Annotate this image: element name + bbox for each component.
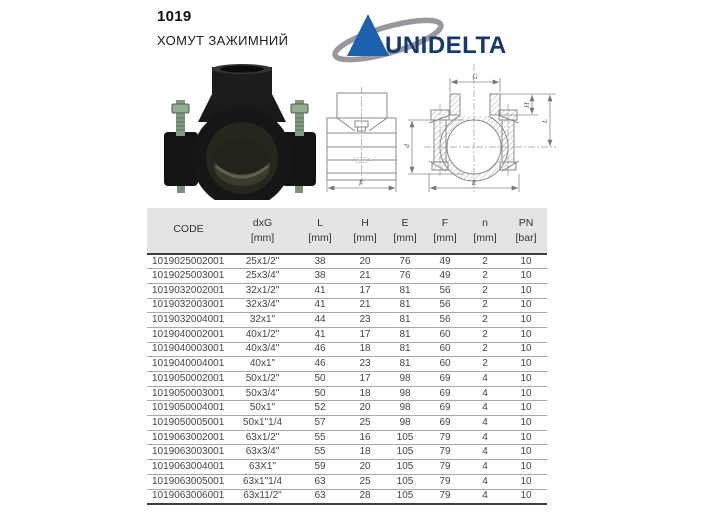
cell-value: 17 xyxy=(359,328,371,340)
product-photo xyxy=(160,62,320,200)
table-header-row xyxy=(147,208,547,254)
clamp-body xyxy=(164,64,316,200)
cell-value: 10 xyxy=(520,431,532,443)
technical-drawing-cross-section xyxy=(398,58,570,200)
cell-value: 10 xyxy=(520,446,532,458)
cell-value: 79 xyxy=(439,431,451,443)
table-row xyxy=(147,416,547,431)
cell-value: 10 xyxy=(520,490,532,502)
cell-value: 17 xyxy=(359,372,371,384)
col-header-code xyxy=(147,208,230,254)
cell-code: 1019063005001 xyxy=(152,475,225,487)
cell-value: 4 xyxy=(482,475,488,487)
cell-value: 69 xyxy=(439,372,451,384)
col-unit: [bar] xyxy=(515,232,537,244)
dim-label-l: L xyxy=(540,118,549,124)
cell-value: 98 xyxy=(399,402,411,414)
cell-value: 10 xyxy=(520,270,532,282)
cell-value: 56 xyxy=(439,299,451,311)
cell-value: 79 xyxy=(439,460,451,472)
cell-value: 81 xyxy=(399,284,411,296)
cell-value: 38 xyxy=(314,270,326,282)
cell-value: 98 xyxy=(399,372,411,384)
cell-code: 1019063006001 xyxy=(152,490,225,502)
cell-value: 50x1"1/4 xyxy=(242,416,283,428)
cell-code: 1019032004001 xyxy=(152,314,225,326)
col-header-h xyxy=(345,208,385,254)
cell-value: 55 xyxy=(314,446,326,458)
cell-code: 1019025003001 xyxy=(152,270,225,282)
table-row xyxy=(147,401,547,416)
cell-code: 1019040002001 xyxy=(152,328,225,340)
col-header-dxg xyxy=(230,208,295,254)
cell-value: 21 xyxy=(359,299,371,311)
cell-value: 32x1/2" xyxy=(245,284,280,296)
cell-value: 2 xyxy=(482,284,488,296)
cell-code: 1019063002001 xyxy=(152,431,225,443)
cell-value: 63x3/4" xyxy=(245,446,280,458)
cell-value: 76 xyxy=(399,255,411,267)
col-unit: [mm] xyxy=(250,232,275,244)
table-row xyxy=(147,269,547,284)
cell-value: 49 xyxy=(439,255,451,267)
cell-value: 56 xyxy=(439,284,451,296)
col-label: L xyxy=(317,216,323,229)
cell-value: 2 xyxy=(482,255,488,267)
cell-code: 1019063004001 xyxy=(152,460,225,472)
col-label: CODE xyxy=(173,222,204,235)
cell-value: 69 xyxy=(439,387,451,399)
cell-code: 1019063003001 xyxy=(152,446,225,458)
table-row xyxy=(147,283,547,298)
cell-code: 1019032002001 xyxy=(152,284,225,296)
cell-value: 81 xyxy=(399,314,411,326)
cell-value: 52 xyxy=(314,402,326,414)
table-row xyxy=(147,430,547,445)
cell-value: 60 xyxy=(439,328,451,340)
col-label: PN xyxy=(518,216,534,229)
cell-value: 69 xyxy=(439,402,451,414)
col-unit: [mm] xyxy=(433,232,457,244)
cell-value: 32x1" xyxy=(249,314,276,326)
cell-value: 25 xyxy=(359,416,371,428)
cell-value: 63x1/2" xyxy=(245,431,280,443)
cell-value: 18 xyxy=(359,446,371,458)
cell-value: 10 xyxy=(520,343,532,355)
cell-value: 105 xyxy=(396,490,414,502)
cell-value: 4 xyxy=(482,416,488,428)
dim-label-h: H xyxy=(522,102,531,108)
table-row xyxy=(147,386,547,401)
cell-value: 41 xyxy=(314,284,326,296)
table-row xyxy=(147,372,547,387)
col-header-e xyxy=(385,208,425,254)
cell-code: 1019040003001 xyxy=(152,343,225,355)
cell-value: 63X1" xyxy=(249,460,276,472)
cell-value: 81 xyxy=(399,328,411,340)
dim-label-d: d xyxy=(402,144,411,148)
cell-value: 10 xyxy=(520,460,532,472)
cell-value: 10 xyxy=(520,402,532,414)
cell-value: 4 xyxy=(482,431,488,443)
cell-value: 105 xyxy=(396,446,414,458)
cell-value: 2 xyxy=(482,358,488,370)
table-row xyxy=(147,445,547,460)
cell-value: 41 xyxy=(314,299,326,311)
cell-value: 2 xyxy=(482,314,488,326)
cell-value: 50 xyxy=(314,387,326,399)
cell-value: 79 xyxy=(439,446,451,458)
cell-value: 10 xyxy=(520,284,532,296)
cell-value: 28 xyxy=(359,490,371,502)
cell-code: 1019040004001 xyxy=(152,358,225,370)
col-unit: [mm] xyxy=(393,232,417,244)
cell-value: 98 xyxy=(399,416,411,428)
cell-value: 55 xyxy=(314,431,326,443)
cell-value: 10 xyxy=(520,255,532,267)
cell-value: 38 xyxy=(314,255,326,267)
cell-value: 81 xyxy=(399,358,411,370)
cell-value: 50x1" xyxy=(249,402,276,414)
cell-code: 1019050004001 xyxy=(152,402,225,414)
cell-value: 2 xyxy=(482,328,488,340)
technical-drawing-side-view xyxy=(321,84,401,198)
col-header-pn xyxy=(505,208,547,254)
brand-name: UNIDELTA xyxy=(385,32,507,59)
cell-value: 76 xyxy=(399,270,411,282)
cell-value: 4 xyxy=(482,387,488,399)
cell-value: 79 xyxy=(439,490,451,502)
cell-value: 10 xyxy=(520,416,532,428)
cell-value: 79 xyxy=(439,475,451,487)
table-row xyxy=(147,327,547,342)
cell-value: 2 xyxy=(482,343,488,355)
cell-value: 10 xyxy=(520,328,532,340)
dimensions-table xyxy=(147,208,547,505)
cell-value: 4 xyxy=(482,372,488,384)
cell-value: 4 xyxy=(482,460,488,472)
cell-value: 60 xyxy=(439,343,451,355)
cell-value: 57 xyxy=(314,416,326,428)
cell-value: 4 xyxy=(482,446,488,458)
col-unit: [mm] xyxy=(353,232,377,244)
cell-value: 50 xyxy=(314,372,326,384)
cell-value: 46 xyxy=(314,343,326,355)
cell-value: 4 xyxy=(482,402,488,414)
cell-value: 25x3/4" xyxy=(245,270,280,282)
cell-value: 105 xyxy=(396,475,414,487)
cell-value: 32x3/4" xyxy=(245,299,280,311)
dim-label-f: F xyxy=(358,178,364,188)
product-name: ХОМУТ ЗАЖИМНИЙ xyxy=(157,33,289,48)
col-label: n xyxy=(482,216,488,229)
cell-value: 20 xyxy=(359,460,371,472)
cell-value: 10 xyxy=(520,387,532,399)
cell-value: 69 xyxy=(439,416,451,428)
cell-value: 105 xyxy=(396,431,414,443)
col-label: E xyxy=(401,216,409,229)
cell-value: 63x1"1/4 xyxy=(242,475,283,487)
dimensions-table-body xyxy=(147,254,547,504)
table-row xyxy=(147,298,547,313)
cell-value: 10 xyxy=(520,358,532,370)
cell-value: 81 xyxy=(399,299,411,311)
cell-value: 40x3/4" xyxy=(245,343,280,355)
table-row xyxy=(147,474,547,489)
cell-value: 20 xyxy=(359,255,371,267)
cell-value: 44 xyxy=(314,314,326,326)
table-row xyxy=(147,313,547,328)
col-unit: [mm] xyxy=(308,232,332,244)
cell-value: 25 xyxy=(359,475,371,487)
cell-value: 40x1/2" xyxy=(245,328,280,340)
cell-value: 10 xyxy=(520,475,532,487)
cell-value: 16 xyxy=(359,431,371,443)
cell-value: 20 xyxy=(359,402,371,414)
cell-value: 46 xyxy=(314,358,326,370)
cell-value: 60 xyxy=(439,358,451,370)
cell-value: 23 xyxy=(359,358,371,370)
cell-value: 81 xyxy=(399,343,411,355)
dim-label-e: E xyxy=(471,178,477,187)
cell-value: 25x1/2" xyxy=(245,255,280,267)
cell-code: 1019050003001 xyxy=(152,387,225,399)
cell-value: 10 xyxy=(520,314,532,326)
page-title: 1019 xyxy=(157,8,192,25)
cell-value: 23 xyxy=(359,314,371,326)
table-row xyxy=(147,489,547,504)
cell-code: 1019032003001 xyxy=(152,299,225,311)
logo-triangle-icon xyxy=(347,14,389,56)
col-label: F xyxy=(441,216,449,229)
table-row xyxy=(147,357,547,372)
cell-value: 2 xyxy=(482,270,488,282)
cell-value: 10 xyxy=(520,372,532,384)
cell-value: 98 xyxy=(399,387,411,399)
cell-value: 2 xyxy=(482,299,488,311)
table-row xyxy=(147,460,547,475)
cell-value: 18 xyxy=(359,343,371,355)
cell-value: 10 xyxy=(520,299,532,311)
cell-value: 59 xyxy=(314,460,326,472)
cell-value: 17 xyxy=(359,284,371,296)
cell-value: 41 xyxy=(314,328,326,340)
col-label: H xyxy=(361,216,369,229)
cell-value: 50x3/4" xyxy=(245,387,280,399)
col-header-l xyxy=(295,208,345,254)
cell-value: 56 xyxy=(439,314,451,326)
table-row xyxy=(147,342,547,357)
cell-code: 1019050002001 xyxy=(152,372,225,384)
col-header-f xyxy=(425,208,465,254)
cell-value: 21 xyxy=(359,270,371,282)
col-label: dxG xyxy=(252,216,273,229)
cell-value: 63 xyxy=(314,475,326,487)
cell-value: 50x1/2" xyxy=(245,372,280,384)
col-unit: [mm] xyxy=(473,232,497,244)
cell-value: 105 xyxy=(396,460,414,472)
cell-value: 40x1" xyxy=(249,358,276,370)
cell-code: 1019050005001 xyxy=(152,416,225,428)
unidelta-logo xyxy=(330,8,522,64)
cell-code: 1019025002001 xyxy=(152,255,225,267)
cell-value: 4 xyxy=(482,490,488,502)
dim-label-g: G xyxy=(472,72,478,81)
cell-value: 63x11/2" xyxy=(243,490,282,502)
cell-value: 18 xyxy=(359,387,371,399)
table-row xyxy=(147,254,547,269)
col-header-n xyxy=(465,208,505,254)
cell-value: 63 xyxy=(314,490,326,502)
cell-value: 49 xyxy=(439,270,451,282)
